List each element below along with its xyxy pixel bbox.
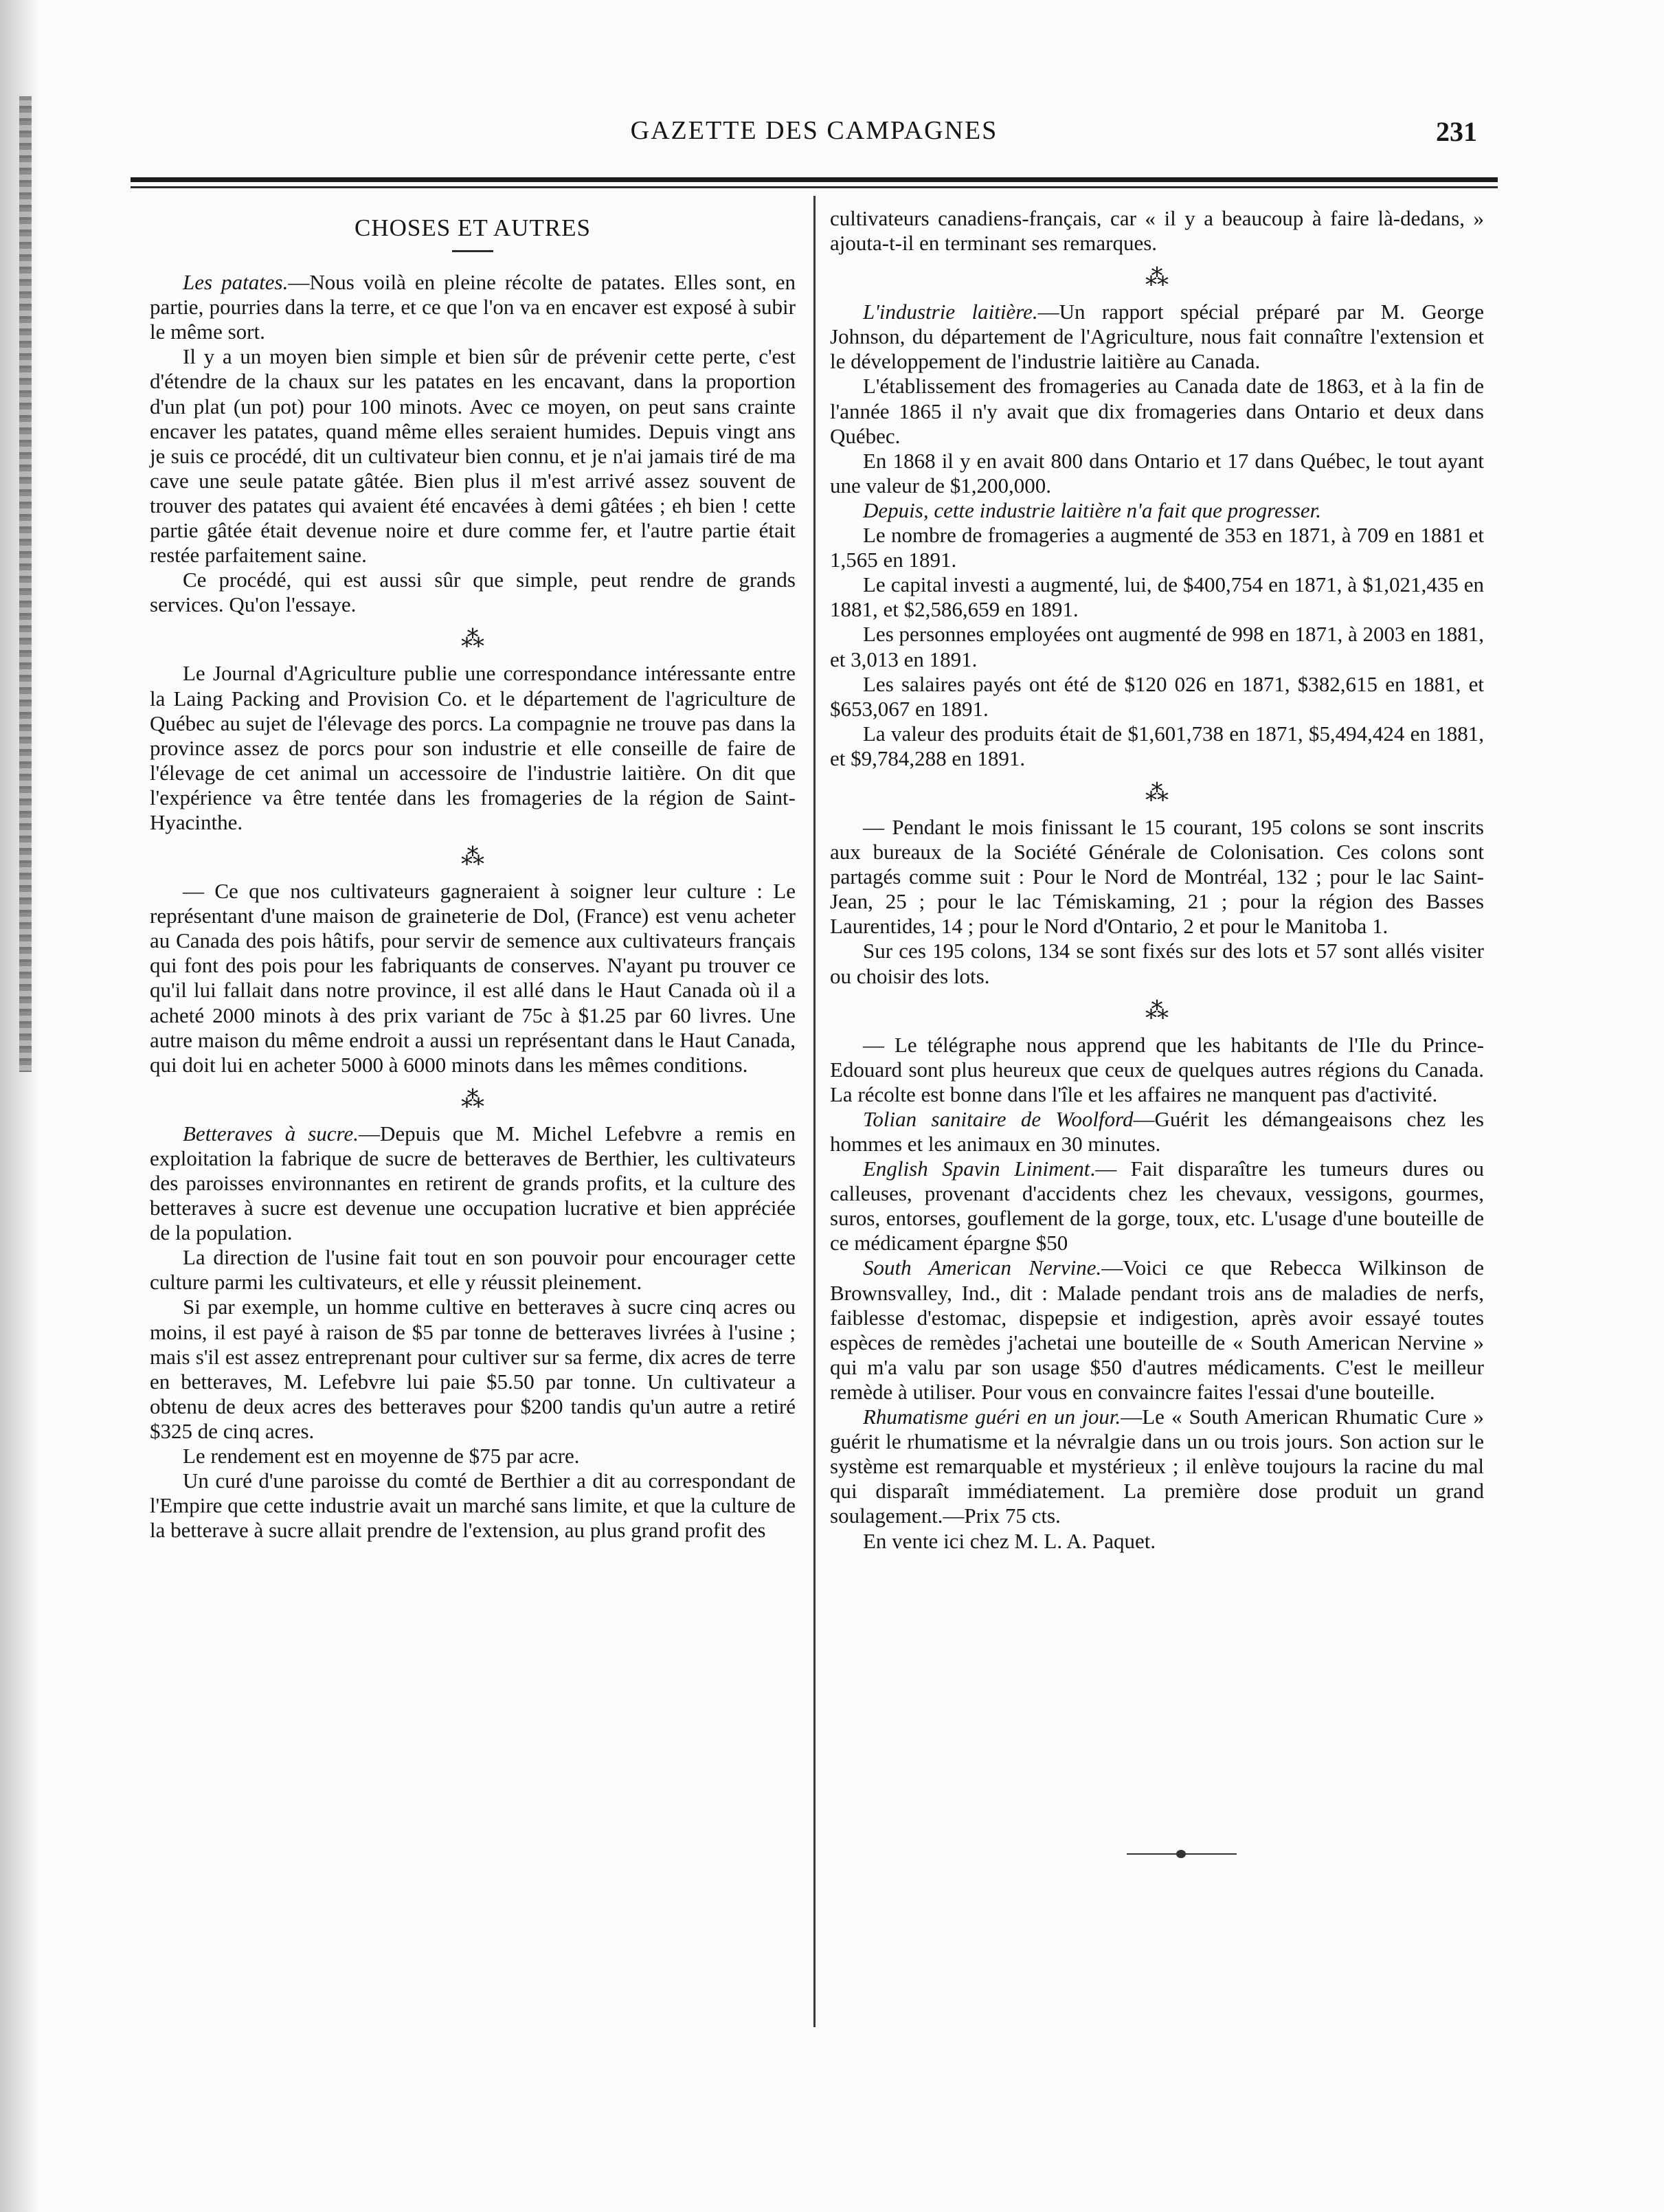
article-telegraphe-p1: — Le télégraphe nous apprend que les habitants de l'Ile du Prince-Edouard sont plus heureux que ceux de quelques autres régions du Canada. La récolte est bonne dans l'île et les affaires ne manquent pas d'activité. [830, 1032, 1484, 1106]
ad-rhumatisme-lead: Rhumatisme guéri en un jour. [863, 1405, 1121, 1429]
left-column [150, 206, 796, 1543]
article-betteraves-p3: Si par exemple, un homme cultive en betteraves à sucre cinq acres ou moins, il est payé à raison de $5 par tonne de betteraves livrées à l'usine ; mais s'il est assez entreprenant pour cultiver sur sa ferme, dix acres de terre en betteraves, M. Lefebvre lui paie $5.50 par tonne. Un cultivateur a obtenu de deux acres des betteraves pour $200 tandis qu'un autre a retiré $325 de cinq acres. [150, 1295, 796, 1443]
ad-rhumatisme [830, 1405, 1484, 1528]
asterism-separator: ⁂ [1145, 998, 1169, 1024]
article-betteraves-p1 [150, 1121, 796, 1245]
article-patates-p2: Il y a un moyen bien simple et bien sûr de prévenir cette perte, c'est d'étendre de la chaux sur les patates en les encavant, dans la proportion d'un plat (un pot) pour 100 minots. Avec ce moyen, on peut sans crainte encaver les patates, quand même elles seraient humides. Depuis vingt ans je suis ce procédé, dit un cultivateur bien connu, et je n'ai jamais tiré de ma cave une seule patate gâtée. Bien plus il m'est arrivé assez souvent de trouver des patates qui avaient été encavées à demi gâtées ; eh bien ! cette partie gâtée était devenue noire et dure comme fer, et l'autre partie était restée parfaitement saine. [150, 344, 796, 568]
ad-spavin-text: .— Fait disparaître les tumeurs dures ou calleuses, provenant d'accidents chez les chevaux, vessigons, gourmes, suros, entorses, gouflement de la gorge, toux, etc. L'usage d'une bouteille de ce médicament épargne $50 [830, 1157, 1484, 1255]
title-rule [452, 250, 493, 252]
article-patates-p3: Ce procédé, qui est aussi sûr que simple, peut rendre de grands services. Qu'on l'essaye. [150, 568, 796, 617]
ad-rhumatisme-text: —Le « South American Rhumatic Cure » guérit le rhumatisme et la névralgie dans un ou trois jours. Son action sur le système est remarquable et mystérieux ; il enlève toujours la racine du mal qui disparaît immédiatement. La première dose produit un grand soulagement.—Prix 75 cts. [830, 1405, 1484, 1528]
asterism-separator: ⁂ [461, 845, 484, 871]
article-laitiere-p2: L'établissement des fromageries au Canada date de 1863, et à la fin de l'année 1865 il n'y avait que dix fromageries dans Ontario et deux dans Québec. [830, 374, 1484, 448]
article-laitiere-p7: Les personnes employées ont augmenté de 998 en 1871, à 2003 en 1881, et 3,013 en 1891. [830, 622, 1484, 671]
article-journal-p1: Le Journal d'Agriculture publie une correspondance intéressante entre la Laing Packing and Provision Co. et le département de l'agriculture de Québec au sujet de l'élevage des porcs. La compagnie ne trouve pas dans la province assez de porcs pour son industrie et elle conseille de faire de l'élevage de cet animal un accessoire de l'industrie laitière. On dit que l'expérience va être tentée dans les fromageries de la région de Saint-Hyacinthe. [150, 661, 796, 834]
ad-nervine [830, 1255, 1484, 1405]
ad-vente: En vente ici chez M. L. A. Paquet. [863, 1528, 1156, 1553]
header-rule-thin [131, 186, 1498, 188]
article-laitiere-p5: Le nombre de fromageries a augmenté de 353 en 1871, à 709 en 1881 et 1,565 en 1891. [830, 523, 1484, 572]
article-laitiere-p8: Les salaires payés ont été de $120 026 en 1871, $382,615 en 1881, et $653,067 en 1891. [830, 671, 1484, 721]
article-colons-p2: Sur ces 195 colons, 134 se sont fixés sur des lots et 57 sont allés visiter ou choisir des lots. [830, 939, 1484, 988]
article-colons-p1: — Pendant le mois finissant le 15 courant, 195 colons se sont inscrits aux bureaux de la Société Générale de Colonisation. Ces colons sont partagés comme suit : Pour le Nord de Montréal, 132 ; pour le lac Saint-Jean, 25 ; pour le lac Témiskaming, 21 ; pour la région des Basses Laurentides, 14 ; pour le Nord d'Ontario, 2 et pour le Manitoba 1. [830, 814, 1484, 939]
article-betteraves-lead: Betteraves à sucre. [183, 1121, 359, 1146]
article-betteraves-p4: Le rendement est en moyenne de $75 par acre. [183, 1444, 580, 1468]
article-laitiere-p4: Depuis, cette industrie laitière n'a fait que progresser. [863, 498, 1322, 522]
ad-tolian-lead: Tolian sanitaire de Woolford [863, 1106, 1134, 1131]
ad-nervine-lead: South American Nervine. [863, 1255, 1102, 1280]
ad-spavin [830, 1157, 1484, 1255]
running-title: GAZETTE DES CAMPAGNES [630, 116, 998, 145]
end-ornament-dot [1176, 1850, 1186, 1858]
article-betteraves-text: —Depuis que M. Michel Lefebvre a remis en exploitation la fabrique de sucre de betteraves de Berthier, les cultivateurs des paroisses environnantes en retirent de grands profits, et la culture des betteraves à sucre est devenue une occupation lucrative et bien appréciée de la population. [150, 1121, 796, 1245]
article-laitiere-p6: Le capital investi a augmenté, lui, de $400,754 en 1871, à $1,021,435 en 1881, et $2,586,659 en 1891. [830, 572, 1484, 622]
article-betteraves-p2: La direction de l'usine fait tout en son pouvoir pour encourager cette culture parmi les cultivateurs, et elle y réussit pleinement. [150, 1245, 796, 1295]
article-patates-text: —Nous voilà en pleine récolte de patates. Elles sont, en partie, pourries dans la terre, et ce que l'on va en encaver est exposé à subir le même sort. [150, 270, 796, 344]
article-patates-p1 [150, 270, 796, 344]
continuation-text: cultivateurs canadiens-français, car « il y a beaucoup à faire là-dedans, » ajouta-t-il en terminant ses remarques. [830, 206, 1484, 256]
article-laitiere-p3: En 1868 il y en avait 800 dans Ontario et 17 dans Québec, le tout ayant une valeur de $1,200,000. [830, 448, 1484, 498]
article-laitiere-p1 [830, 300, 1484, 374]
page-header [131, 115, 1498, 157]
asterism-separator: ⁂ [461, 1086, 484, 1113]
end-ornament [1127, 1850, 1237, 1858]
ad-tolian [830, 1107, 1484, 1157]
ad-tolian-text: —Guérit les démangeaisons chez les hommes et les animaux en 30 minutes. [830, 1106, 1484, 1156]
article-pois-p1: — Ce que nos cultivateurs gagneraient à soigner leur culture : Le représentant d'une maison de graineterie de Dol, (France) est venu acheter au Canada des pois hâtifs, pour servir de semence aux cultivateurs français qui font des pois pour les fabriquants de conserves. N'ayant pu trouver ce qu'il lui fallait dans notre province, il est allé dans le Haut Canada où il a acheté 2000 minots à des prix variant de 75c à $1.25 par 60 livres. Une autre maison du même endroit a aussi un représentant dans le Haut Canada, qui doit lui en acheter 5000 à 6000 minots dans les mêmes conditions. [150, 879, 796, 1077]
section-title: CHOSES ET AUTRES [354, 214, 592, 241]
binding-spine [19, 96, 32, 1072]
article-laitiere-p9: La valeur des produits était de $1,601,738 en 1871, $5,494,424 en 1881, et $9,784,288 en 1891. [830, 721, 1484, 770]
ad-spavin-lead: English Spavin Liniment [863, 1157, 1090, 1181]
right-column [830, 206, 1484, 1554]
article-patates-lead: Les patates. [183, 270, 289, 295]
ad-nervine-text: —Voici ce que Rebecca Wilkinson de Brownsvalley, Ind., dit : Malade pendant trois ans de maladies de nerfs, faiblesse d'estomac, dispepsie et indigestion, après avoir essayé toutes espèces de remèdes j'achetai une bouteille de « South American Nervine » qui m'a valu par son usage $50 d'autres médicaments. C'est le meilleur remède à utiliser. Pour vous en convaincre faites l'essai d'une bouteille. [830, 1255, 1485, 1404]
column-divider [813, 196, 816, 2027]
asterism-separator: ⁂ [1145, 265, 1169, 291]
asterism-separator: ⁂ [461, 627, 484, 653]
header-rule-thick [131, 177, 1498, 182]
page-number: 231 [1436, 116, 1477, 147]
article-laitiere-lead: L'industrie laitière. [863, 300, 1038, 324]
article-laitiere-text: —Un rapport spécial préparé par M. George Johnson, du département de l'Agriculture, nous fait connaître l'extension et le développement de l'industrie laitière au Canada. [830, 300, 1485, 374]
article-betteraves-p5: Un curé d'une paroisse du comté de Berthier a dit au correspondant de l'Empire que cette industrie avait un marché sans limite, et que la culture de la betterave à sucre allait prendre de l'extension, au plus grand profit des [150, 1468, 796, 1543]
asterism-separator: ⁂ [1145, 780, 1169, 806]
